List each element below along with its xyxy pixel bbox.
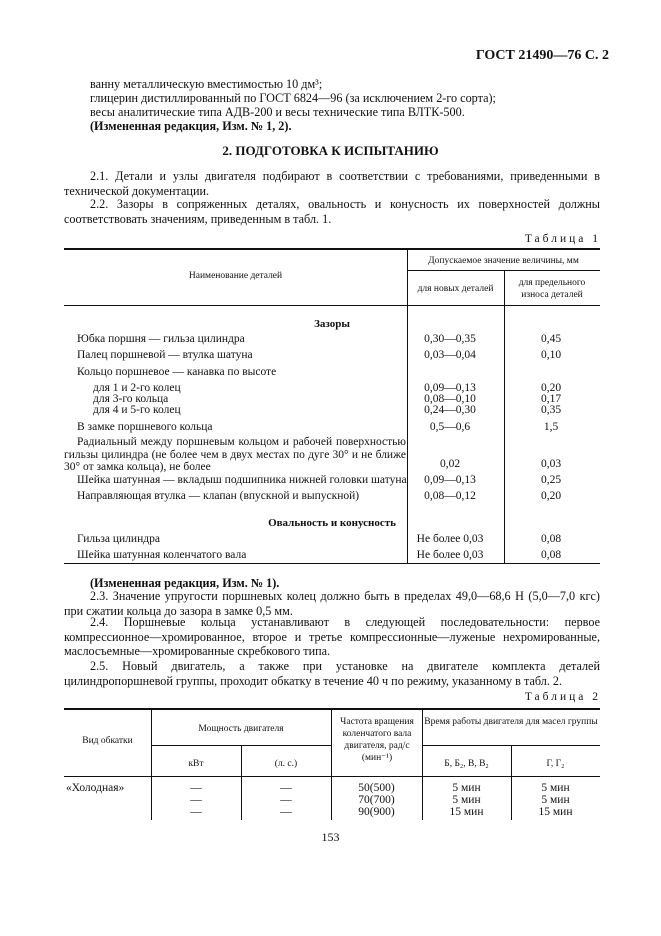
table1-row-new: 0,09—0,13	[424, 382, 476, 394]
table1-row-new: 0,03—0,04	[424, 349, 476, 361]
table1-row-name: для 4 и 5-го колец	[93, 404, 181, 416]
intro-line-2: глицерин дистиллированный по ГОСТ 6824—96 (за исключением 2-го сорта);	[90, 91, 496, 105]
table1-head-new: для новых деталей	[417, 284, 494, 294]
table1-row-new: 0,09—0,13	[424, 474, 476, 486]
table1-row-new: Не более 0,03	[416, 533, 484, 545]
table2-cell-kw: —	[190, 806, 202, 818]
table1-row-limit: 0,20	[540, 490, 562, 502]
table2-cell-hp: —	[280, 806, 292, 818]
table2-cell-b: 15 мин	[538, 806, 573, 818]
table2-row-label: «Холодная»	[66, 782, 125, 794]
table1-row-name: для 1 и 2-го колец	[93, 382, 181, 394]
table1-row-limit: 0,20	[540, 382, 562, 394]
table2-head-freq: Частота вращения коленчатого вала двигателя, рад/с (мин⁻¹)	[340, 717, 414, 763]
document-header: ГОСТ 21490—76 С. 2	[475, 48, 609, 63]
edition-note-2: (Измененная редакция, Изм. № 1).	[90, 576, 280, 590]
table2-cell-hp: —	[280, 782, 292, 794]
page-number: 153	[321, 830, 340, 844]
table1-row-new: 0,30—0,35	[424, 333, 476, 345]
table2-head-type: Вид обкатки	[82, 736, 133, 746]
table1-head-limit: для предельного износа деталей	[518, 278, 586, 300]
table1-row-limit: 0,25	[540, 474, 562, 486]
table2-cell-a: 5 мин	[452, 782, 481, 794]
table1-row-limit: 0,08	[540, 533, 562, 545]
table2-cell-freq: 70(700)	[358, 794, 395, 806]
edition-note-1: (Измененная редакция, Изм. № 1, 2).	[90, 119, 292, 133]
table1-row-name: для 3-го кольца	[93, 393, 169, 405]
table1-group-clearances: Зазоры	[314, 318, 350, 330]
table1-row-name: Направляющая втулка — клапан (впускной и выпускной)	[77, 490, 360, 502]
table2-cell-a: 5 мин	[452, 794, 481, 806]
table1-row-new: 0,24—0,30	[424, 404, 476, 416]
table1-row-name: Радиальный между поршневым кольцом и рабочей поверхностью гильзы цилиндра (не более чем в двух местах по дуге 30° и не ближе 30° от замка кольца), не более	[64, 436, 406, 473]
paragraph-2-4: 2.4. Поршневые кольца устанавливают в следующей последовательности: первое компрессионное—хромированное, второе и третье компрессионные—луженые нехромированные, маслосъемные—хромированные скребкового типа.	[64, 615, 600, 658]
paragraph-2-3: 2.3. Значение упругости поршневых колец должно быть в пределах 49,0—68,6 Н (5,0—7,0 кгс) при сжатии кольца до зазора в замке 0,5 мм.	[64, 589, 600, 618]
paragraph-2-5: 2.5. Новый двигатель, а также при установке на двигателе комплекта деталей цилиндропоршневой группы, проходит обкатку в течение 40 ч по режиму, указанному в табл. 2.	[64, 659, 600, 688]
table1-row-limit: 0,17	[540, 393, 562, 405]
intro-line-3: весы аналитические типа АДВ-200 и весы технические типа ВЛТК-500.	[90, 105, 465, 119]
table1-row-name: Юбка поршня — гильза цилиндра	[77, 333, 245, 345]
table2-cell-b: 5 мин	[541, 794, 570, 806]
table1-row-new: Не более 0,03	[416, 549, 484, 561]
table1-row-limit: 0,08	[540, 549, 562, 561]
table2-head-group-b: Г, Г₂	[546, 759, 565, 769]
table2-cell-kw: —	[190, 782, 202, 794]
table1-row-name: Кольцо поршневое — канавка по высоте	[77, 366, 277, 378]
table2-cell-freq: 50(500)	[358, 782, 395, 794]
table1-row-name: Шейка шатунная коленчатого вала	[77, 549, 247, 561]
table1-row-new: 0,02	[439, 458, 461, 470]
table1-group-ovality: Овальность и конусность	[268, 517, 396, 529]
table1-row-new: 0,08—0,10	[424, 393, 476, 405]
table1-row-new: 0,5—0,6	[429, 421, 471, 433]
table2-head-group-a: Б, Б₂, В, В₂	[444, 759, 489, 769]
table1-head-allowed: Допускаемое значение величины, мм	[428, 256, 579, 266]
table1-row-name: Палец поршневой — втулка шатуна	[77, 349, 253, 361]
section-title: 2. ПОДГОТОВКА К ИСПЫТАНИЮ	[222, 143, 439, 158]
table2-head-kw: кВт	[188, 759, 204, 769]
table2-cell-freq: 90(900)	[358, 806, 395, 818]
table1-row-limit: 1,5	[543, 421, 559, 433]
table1-row-new: 0,08—0,12	[424, 490, 476, 502]
table2-caption: Таблица 2	[524, 691, 601, 703]
table2-head-power: Мощность двигателя	[198, 724, 284, 734]
table1-row-name: В замке поршневого кольца	[77, 421, 213, 433]
paragraph-2-2: 2.2. Зазоры в сопряженных деталях, овальность и конусность их поверхностей должны соответствовать значениям, приведенным в табл. 1.	[64, 197, 600, 226]
table2-cell-a: 15 мин	[449, 806, 484, 818]
table2-head-time: Время работы двигателя для масел группы	[424, 717, 598, 727]
table1-row-limit: 0,03	[540, 458, 562, 470]
table1-row-limit: 0,10	[540, 349, 562, 361]
table1-caption: Таблица 1	[524, 233, 601, 245]
table1-row-limit: 0,45	[540, 333, 562, 345]
table1-head-name: Наименование деталей	[188, 271, 283, 281]
table1-row-name: Гильза цилиндра	[77, 533, 160, 545]
table1-row-name: Шейка шатунная — вкладыш подшипника нижней головки шатуна	[77, 474, 407, 486]
table1-row-limit: 0,35	[540, 404, 562, 416]
paragraph-2-1: 2.1. Детали и узлы двигателя подбирают в соответствии с требованиями, приведенными в технической документации.	[64, 169, 600, 198]
table2-cell-kw: —	[190, 794, 202, 806]
table2-head-hp: (л. с.)	[274, 759, 298, 769]
table2-cell-hp: —	[280, 794, 292, 806]
table2-cell-b: 5 мин	[541, 782, 570, 794]
intro-line-1: ванну металлическую вместимостью 10 дм³;	[90, 77, 323, 91]
